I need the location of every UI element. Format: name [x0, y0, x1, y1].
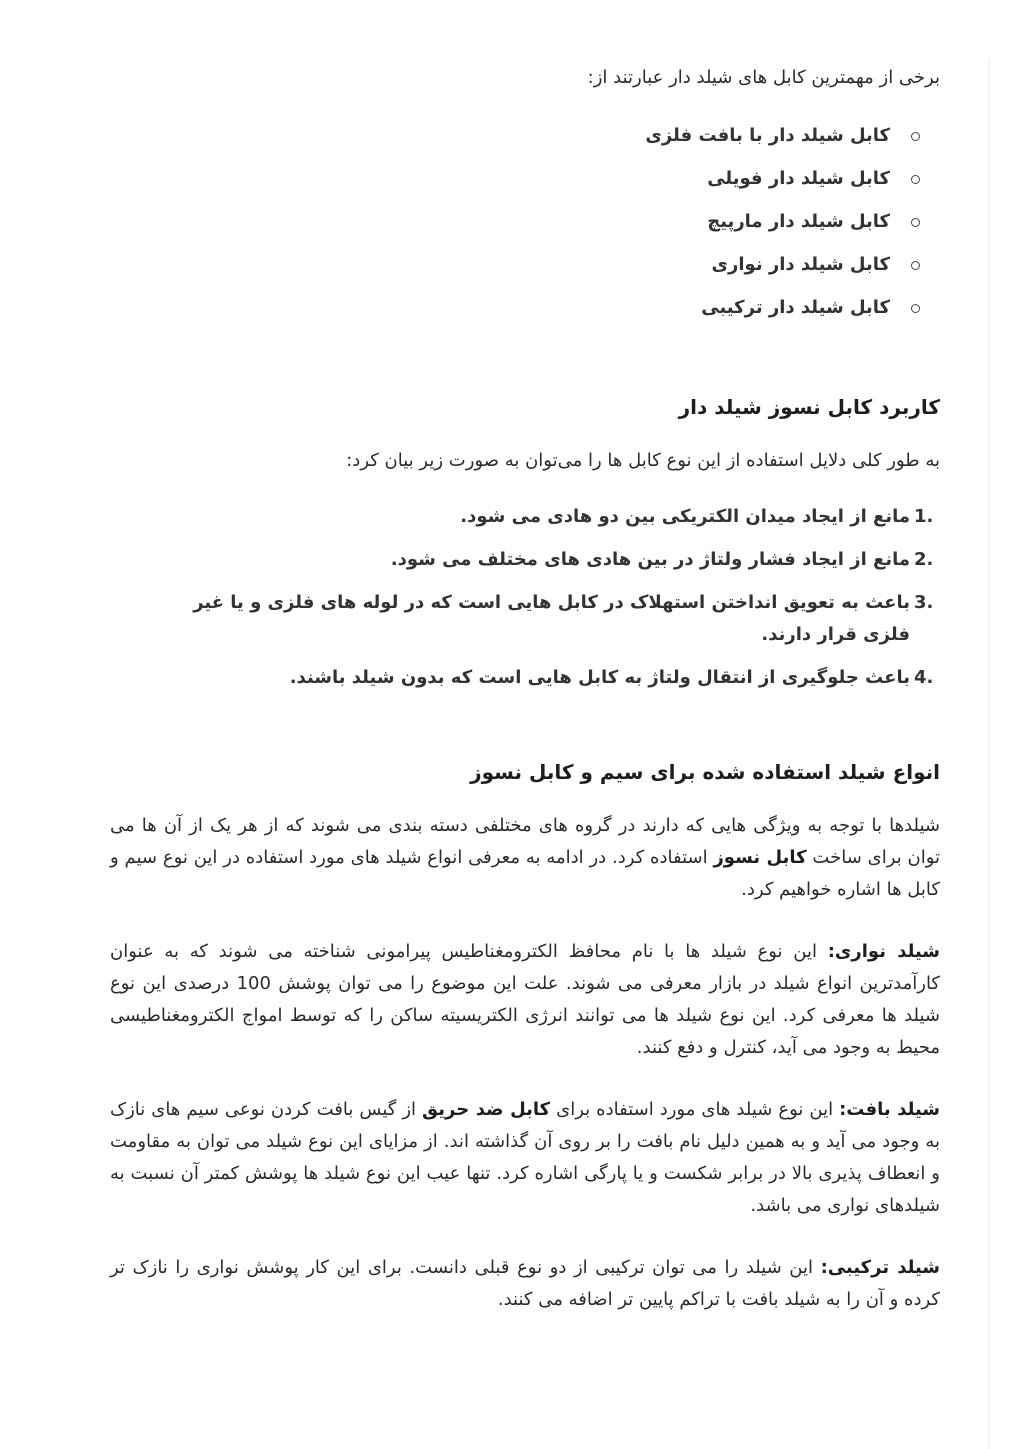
circle-bullet-icon [911, 175, 920, 184]
list-item: 2. مانع از ایجاد فشار ولتاژ در بین هادی های مختلف می شود. [390, 549, 934, 570]
fire-resistant-cable-link[interactable]: کابل ضد حریق [422, 1099, 551, 1120]
usage-heading: کاربرد کابل نسوز شیلد دار [678, 395, 940, 419]
list-item: کابل شیلد دار ترکیبی [110, 286, 890, 329]
circle-bullet-icon [911, 261, 920, 270]
combo-shield-paragraph: شیلد ترکیبی: این شیلد را می توان ترکیبی از دو نوع قبلی دانست. برای این کار پوشش نواری را نازک تر کرده و آن را به شیلد بافت با تراکم پایین تر اضافه می کنند. [110, 1257, 941, 1310]
article-body [110, 58, 940, 1316]
usage-lead-paragraph: به طور کلی دلایل استفاده از این نوع کابل ها را می‌توان به صورت زیر بیان کرد: [346, 450, 940, 471]
circle-bullet-icon [911, 218, 920, 227]
list-item: کابل شیلد دار نواری [110, 243, 890, 286]
fireproof-cable-link[interactable]: کابل نسوز [713, 847, 807, 868]
circle-bullet-icon [911, 132, 920, 141]
list-item: کابل شیلد دار مارپیچ [110, 200, 890, 243]
shield-types-intro-paragraph: شیلدها با توجه به ویژگی هایی که دارند در گروه های مختلفی دسته بندی می شوند که از هر یک از آن ها می توان برای ساخت کابل نسوز استفاده کرد. در ادامه به معرفی انواع شیلد های مورد استفاده در این نوع سیم و کابل ها اشاره خواهیم کرد. [110, 815, 940, 900]
braid-shield-paragraph: شیلد بافت: این نوع شیلد های مورد استفاده برای کابل ضد حریق از گیس بافت کردن نوعی سیم های نازک به وجود می آید و به همین دلیل نام بافت را بر روی آن گذاشته اند. از مزایای این نوع شیلد می توان به مقاومت و انعطاف پذیری بالا در برابر شکست و یا پارگی اشاره کرد. تنها عیب این نوع شیلد ها پوشش کمتر آن نسبت به شیلدهای نواری می باشد. [110, 1099, 941, 1216]
tape-shield-paragraph: شیلد نواری: این نوع شیلد ها با نام محافظ الکترومغناطیس پیرامونی شناخته می شوند که به عنوان کارآمدترین انواع شیلد در بازار معرفی می شوند. علت این موضوع را می توان پوشش 100 درصدی این نوع شیلد ها معرفی کرد. این نوع شیلد ها می توانند انرژی الکتریسیته ساکن را که توسط امواج الکترومغناطیسی محیط به وجود می آید، کنترل و دفع کنند. [110, 941, 940, 1058]
circle-bullet-icon [911, 304, 920, 313]
list-item: کابل شیلد دار با بافت فلزی [110, 114, 890, 157]
list-item: کابل شیلد دار فویلی [110, 157, 890, 200]
shield-types-heading: انواع شیلد استفاده شده برای سیم و کابل نسوز [470, 760, 940, 784]
shield-cable-types-list [110, 114, 940, 329]
intro-paragraph: برخی از مهمترین کابل های شیلد دار عبارتند از: [587, 67, 940, 88]
list-item: 3. باعث به تعویق انداختن استهلاک در کابل هایی است که در لوله های فلزی و یا غیر فلزی قرار دارند. [193, 592, 934, 645]
page-edge-divider [988, 58, 990, 1449]
usage-reasons-list [110, 501, 940, 694]
list-item: 4. باعث جلوگیری از انتقال ولتاژ به کابل هایی است که بدون شیلد باشند. [289, 667, 934, 688]
list-item: 1. مانع از ایجاد میدان الکتریکی بین دو هادی می شود. [460, 506, 934, 527]
